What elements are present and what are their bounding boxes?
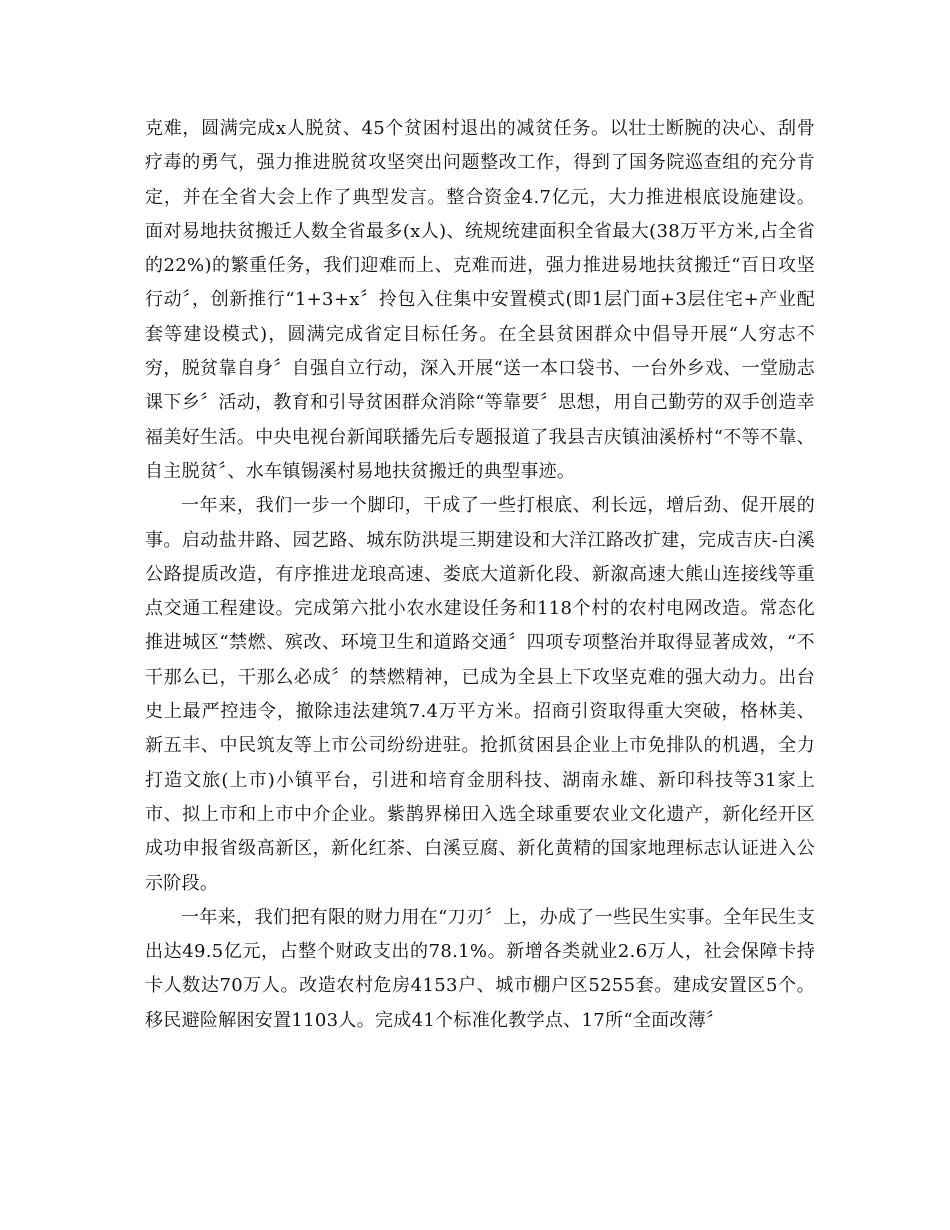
document-body xyxy=(145,112,815,1038)
paragraph-1: 克难，圆满完成x人脱贫、45个贫困村退出的减贫任务。以壮士断腕的决心、刮骨疗毒的勇气，强力推进脱贫攻坚突出问题整改工作，得到了国务院巡查组的充分肯定，并在全省大会上作了典型发言。整合资金4.7亿元，大力推进根底设施建设。面对易地扶贫搬迁人数全省最多(x人)、统规统建面积全省最大(38万平方米,占全省的22%)的繁重任务，我们迎难而上、克难而进，强力推进易地扶贫搬迁“百日攻坚行动〞，创新推行“1+3+x〞拎包入住集中安置模式(即1层门面+3层住宅+产业配套等建设模式)，圆满完成省定目标任务。在全县贫困群众中倡导开展“人穷志不穷，脱贫靠自身〞自强自立行动，深入开展“送一本口袋书、一台外乡戏、一堂励志课下乡〞活动，教育和引导贫困群众消除“等靠要〞思想，用自己勤劳的双手创造幸福美好生活。中央电视台新闻联播先后专题报道了我县吉庆镇油溪桥村“不等不靠、自主脱贫〞、水车镇锡溪村易地扶贫搬迁的典型事迹。 xyxy=(145,118,815,482)
paragraph-2: 一年来，我们一步一个脚印，干成了一些打根底、利长远，增后劲、促开展的事。启动盐井路、园艺路、城东防洪堤三期建设和大洋江路改扩建，完成吉庆-白溪公路提质改造，有序推进龙琅高速、娄底大道新化段、新溆高速大熊山连接线等重点交通工程建设。完成第六批小农水建设任务和118个村的农村电网改造。常态化推进城区“禁燃、殡改、环境卫生和道路交通〞四项专项整治并取得显著成效，“不干那么已，干那么必成〞的禁燃精神，已成为全县上下攻坚克难的强大动力。出台史上最严控违令，撤除违法建筑7.4万平方米。招商引资取得重大突破，格林美、新五丰、中民筑友等上市公司纷纷进驻。抢抓贫困县企业上市免排队的机遇，全力打造文旅(上市)小镇平台，引进和培育金朋科技、湖南永雄、新印科技等31家上市、拟上市和上市中介企业。紫鹊界梯田入选全球重要农业文化遗产，新化经开区成功申报省级高新区，新化红茶、白溪豆腐、新化黄精的国家地理标志认证进入公示阶段。 xyxy=(145,495,815,894)
paragraph-3: 一年来，我们把有限的财力用在“刀刃〞上，办成了一些民生实事。全年民生支出达49.5亿元，占整个财政支出的78.1%。新增各类就业2.6万人，社会保障卡持卡人数达70万人。改造农村危房4153户、城市棚户区5255套。建成安置区5个。移民避险解困安置1103人。完成41个标准化教学点、17所“全面改薄〞 xyxy=(145,906,815,1031)
